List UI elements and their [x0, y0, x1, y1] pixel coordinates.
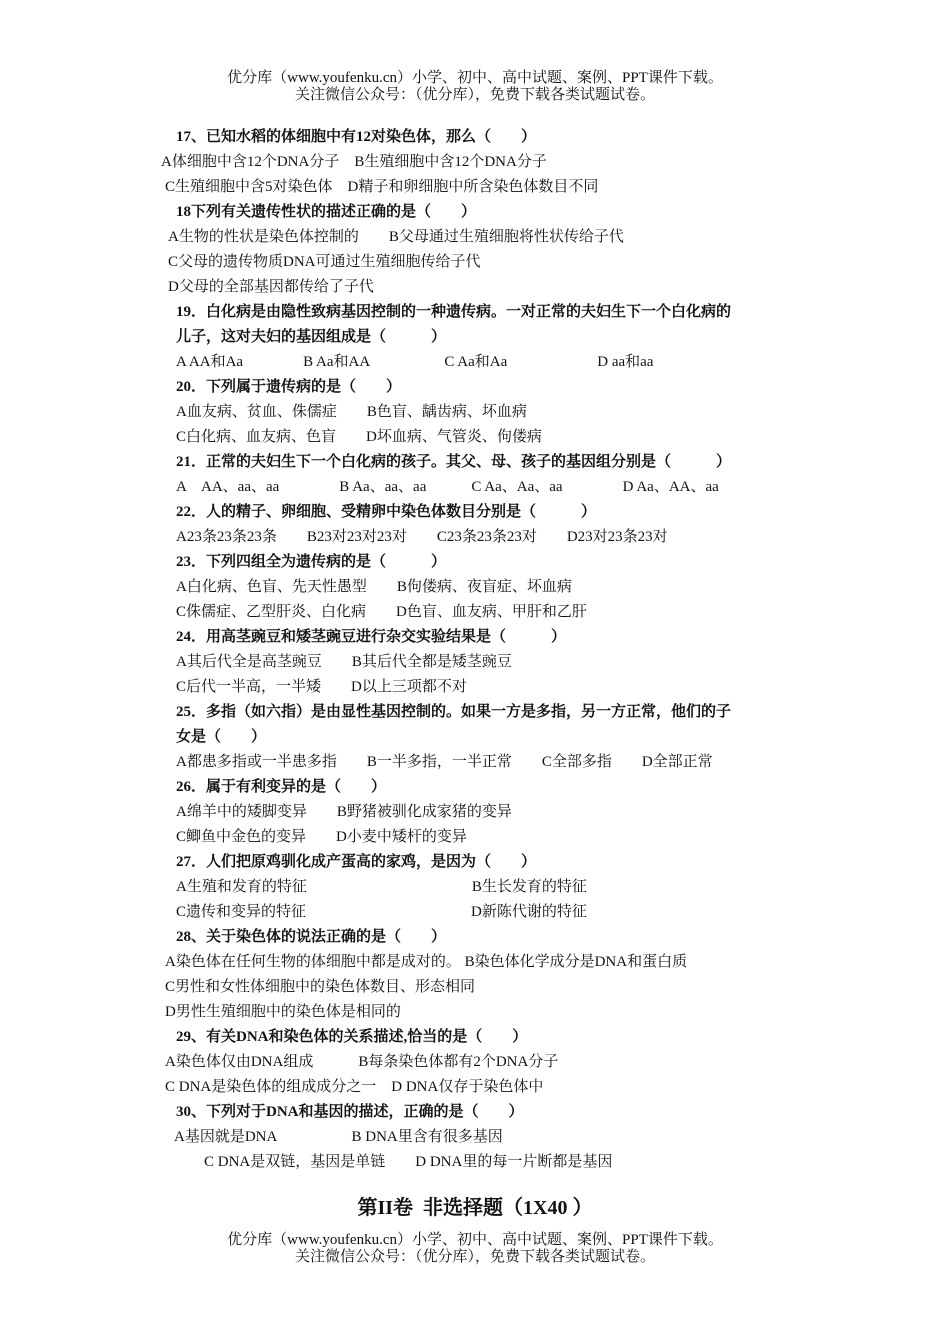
- question-17: 17、已知水稻的体细胞中有12对染色体，那么（ ）: [176, 129, 537, 145]
- option-line: A基因就是DNA B DNA里含有很多基因: [174, 1129, 503, 1145]
- option-line: A都患多指或一半患多指 B一半多指，一半正常 C全部多指 D全部正常: [176, 754, 713, 770]
- section-title: 第II卷 非选择题（1X40 ）: [357, 1197, 593, 1219]
- option-line: C后代一半高，一半矮 D以上三项都不对: [176, 679, 467, 695]
- option-line: A染色体在任何生物的体细胞中都是成对的。 B染色体化学成分是DNA和蛋白质: [165, 954, 688, 970]
- question-27: 27．人们把原鸡驯化成产蛋高的家鸡，是因为（ ）: [176, 854, 537, 870]
- question-21: 21．正常的夫妇生下一个白化病的孩子。其父、母、孩子的基因组分别是（ ）: [176, 454, 732, 470]
- option-line: C生殖细胞中含5对染色体 D精子和卵细胞中所含染色体数目不同: [165, 179, 599, 195]
- question-25: 25．多指（如六指）是由显性基因控制的。如果一方是多指，另一方正常，他们的子: [176, 704, 732, 720]
- option-line: D男性生殖细胞中的染色体是相同的: [165, 1004, 401, 1020]
- question-24: 24．用高茎豌豆和矮茎豌豆进行杂交实验结果是（ ）: [176, 629, 567, 645]
- option-line: A染色体仅由DNA组成 B每条染色体都有2个DNA分子: [165, 1054, 559, 1070]
- option-line: A AA和Aa B Aa和AA C Aa和Aa D aa和aa: [176, 354, 654, 370]
- option-line: A血友病、贫血、侏儒症 B色盲、龋齿病、坏血病: [176, 404, 527, 420]
- question-29: 29、有关DNA和染色体的关系描述,恰当的是（ ）: [176, 1029, 528, 1045]
- header-line-2: 关注微信公众号：（优分库），免费下载各类试题试卷。: [294, 87, 655, 103]
- option-line: C白化病、血友病、色盲 D坏血病、气管炎、佝偻病: [176, 429, 542, 445]
- option-line: A其后代全是高茎豌豆 B其后代全都是矮茎豌豆: [176, 654, 512, 670]
- question-19-cont: 儿子，这对夫妇的基因组成是（ ）: [176, 329, 447, 345]
- option-line: A AA、aa、aa B Aa、aa、aa C Aa、Aa、aa D Aa、AA、aa: [176, 479, 719, 495]
- option-line: C侏儒症、乙型肝炎、白化病 D色盲、血友病、甲肝和乙肝: [176, 604, 587, 620]
- option-line: C男性和女性体细胞中的染色体数目、形态相同: [165, 979, 476, 995]
- option-line: A生殖和发育的特征 B生长发育的特征: [176, 879, 587, 895]
- option-line: A23条23条23条 B23对23对23对 C23条23条23对 D23对23条23对: [176, 529, 668, 545]
- option-line: D父母的全部基因都传给了子代: [168, 279, 374, 295]
- option-line: A体细胞中含12个DNA分子 B生殖细胞中含12个DNA分子: [161, 154, 547, 170]
- question-25-cont: 女是（ ）: [176, 729, 267, 745]
- question-28: 28、关于染色体的说法正确的是（ ）: [176, 929, 447, 945]
- header-line-1: 优分库（www.youfenku.cn）小学、初中、高中试题、案例、PPT课件下载。: [227, 70, 723, 86]
- question-19: 19．白化病是由隐性致病基因控制的一种遗传病。一对正常的夫妇生下一个白化病的: [176, 304, 732, 320]
- question-20: 20．下列属于遗传病的是（ ）: [176, 379, 402, 395]
- question-22: 22．人的精子、卵细胞、受精卵中染色体数目分别是（ ）: [176, 504, 597, 520]
- question-18: 18下列有关遗传性状的描述正确的是（ ）: [176, 204, 477, 220]
- question-26: 26．属于有利变异的是（ ）: [176, 779, 387, 795]
- option-line: C鲫鱼中金色的变异 D小麦中矮杆的变异: [176, 829, 467, 845]
- option-line: C遗传和变异的特征 D新陈代谢的特征: [176, 904, 587, 920]
- question-23: 23．下列四组全为遗传病的是（ ）: [176, 554, 447, 570]
- option-line: A白化病、色盲、先天性愚型 B佝偻病、夜盲症、坏血病: [176, 579, 572, 595]
- option-line: C DNA是双链，基因是单链 D DNA里的每一片断都是基因: [204, 1154, 613, 1170]
- footer-line-2: 关注微信公众号：（优分库），免费下载各类试题试卷。: [294, 1249, 655, 1265]
- option-line: A生物的性状是染色体控制的 B父母通过生殖细胞将性状传给子代: [168, 229, 624, 245]
- footer-line-1: 优分库（www.youfenku.cn）小学、初中、高中试题、案例、PPT课件下载。: [227, 1232, 723, 1248]
- option-line: A绵羊中的矮脚变异 B野猪被驯化成家猪的变异: [176, 804, 512, 820]
- question-30: 30、下列对于DNA和基因的描述，正确的是（ ）: [176, 1104, 524, 1120]
- option-line: C DNA是染色体的组成成分之一 D DNA仅存于染色体中: [165, 1079, 544, 1095]
- option-line: C父母的遗传物质DNA可通过生殖细胞传给子代: [168, 254, 481, 270]
